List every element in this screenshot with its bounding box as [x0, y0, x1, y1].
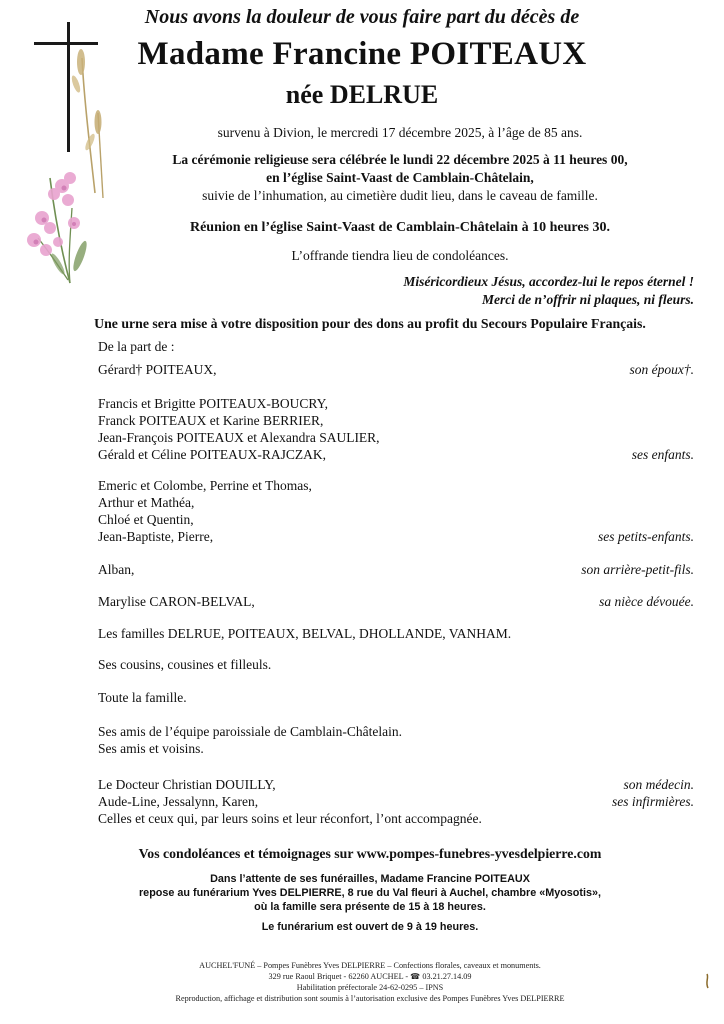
- no-flowers-line: Merci de n’offrir ni plaques, ni fleurs.: [481, 292, 694, 307]
- urn-donation-notice: Une urne sera mise à votre disposition pour des dons au profit du Secours Populaire Français.: [94, 316, 646, 331]
- family-group-caregivers: [98, 776, 694, 827]
- family-group-grandchildren: [98, 477, 694, 545]
- spouse-name: Gérard† POITEAUX,: [98, 362, 217, 377]
- cousins-line: Ses cousins, cousines et filleuls.: [98, 657, 272, 672]
- ceremony-line-2: en l’église Saint-Vaast de Camblain-Châtelain,: [266, 170, 534, 185]
- grandchild-name: Chloé et Quentin,: [98, 512, 194, 527]
- family-group-cousins: [98, 656, 694, 673]
- list-item: [98, 776, 694, 793]
- offering-notice: L’offrande tiendra lieu de condoléances.: [291, 248, 509, 263]
- deceased-name: Madame Francine POITEAUX: [137, 36, 587, 72]
- footer-line-1: AUCHEL'FUNÉ – Pompes Funèbres Yves DELPIERRE – Confections florales, caveaux et monuments.: [199, 961, 541, 970]
- list-item: [98, 625, 694, 642]
- funeral-home-hours: Le funérarium est ouvert de 9 à 19 heures.: [261, 921, 479, 933]
- list-item: [98, 810, 694, 827]
- great-grandchild-name: Alban,: [98, 562, 135, 577]
- list-item: [98, 561, 694, 578]
- doctor-name: Le Docteur Christian DOUILLY,: [98, 777, 276, 792]
- spouse-role: son époux†.: [629, 362, 694, 377]
- nurses-role: ses infirmières.: [612, 794, 694, 809]
- funeral-home-line-2: repose au funérarium Yves DELPIERRE, 8 rue du Val fleuri à Auchel, chambre «Myosotis»,: [138, 887, 602, 899]
- list-item: [98, 338, 694, 355]
- grandchild-name: Arthur et Mathéa,: [98, 495, 195, 510]
- list-item: [98, 656, 694, 673]
- family-group-families: [98, 625, 694, 642]
- burial-details: suivie de l’inhumation, au cimetière dudit lieu, dans le caveau de famille.: [202, 188, 598, 203]
- condolences-website: Vos condoléances et témoignages sur www.pompes-funebres-yvesdelpierre.com: [138, 846, 602, 861]
- grandchildren-role: ses petits-enfants.: [598, 529, 694, 544]
- list-item: [98, 361, 694, 378]
- family-group-spouse: [98, 361, 694, 378]
- families-line: Les familles DELRUE, POITEAUX, BELVAL, DHOLLANDE, VANHAM.: [98, 626, 512, 641]
- niece-role: sa nièce dévouée.: [599, 594, 694, 609]
- parish-friends-line: Ses amis de l’équipe paroissiale de Camblain-Châtelain.: [98, 724, 403, 739]
- intro-heading: Nous avons la douleur de vous faire part du décès de: [144, 6, 580, 28]
- funeral-home-line-3: où la famille sera présente de 15 à 18 heures.: [254, 901, 486, 913]
- grandchild-name: Jean-Baptiste, Pierre,: [98, 529, 214, 544]
- list-item: [98, 723, 694, 740]
- death-notice: survenu à Divion, le mercredi 17 décembre 2025, à l’âge de 85 ans.: [217, 125, 583, 140]
- list-item: [98, 689, 694, 706]
- list-item: [98, 511, 694, 528]
- funeral-home-line-1: Dans l’attente de ses funérailles, Madame Francine POITEAUX: [210, 873, 530, 885]
- children-role: ses enfants.: [631, 447, 694, 462]
- great-grandchild-role: son arrière-petit-fils.: [581, 562, 694, 577]
- family-group-friends: [98, 723, 694, 757]
- carers-line: Celles et ceux qui, par leurs soins et leur réconfort, l’ont accompagnée.: [98, 811, 482, 826]
- maiden-name: née DELRUE: [285, 80, 439, 109]
- grandchild-name: Emeric et Colombe, Perrine et Thomas,: [98, 478, 312, 493]
- list-item: [98, 740, 694, 757]
- list-item: [98, 429, 694, 446]
- child-name: Jean-François POITEAUX et Alexandra SAULIER,: [98, 430, 380, 445]
- list-item: [98, 593, 694, 610]
- footer-line-3: Habilitation préfectorale 24-62-0295 – IPNS: [296, 983, 444, 992]
- family-group-all: [98, 689, 694, 706]
- family-group-great-grandchild: [98, 561, 694, 578]
- family-group-children: [98, 395, 694, 463]
- footer-line-2: 329 rue Raoul Briquet - 62260 AUCHEL - ☎ 03.21.27.14.09: [268, 972, 472, 981]
- family-intro: De la part de :: [98, 339, 175, 354]
- meeting-notice: Réunion en l’église Saint-Vaast de Camblain-Châtelain à 10 heures 30.: [189, 220, 611, 235]
- list-item: [98, 412, 694, 429]
- prayer-line: Miséricordieux Jésus, accordez-lui le repos éternel !: [403, 274, 694, 289]
- friends-line: Ses amis et voisins.: [98, 741, 204, 756]
- child-name: Gérald et Céline POITEAUX-RAJCZAK,: [98, 447, 326, 462]
- list-item: [98, 793, 694, 810]
- small-mark-icon: [702, 972, 712, 990]
- list-item: [98, 494, 694, 511]
- niece-name: Marylise CARON-BELVAL,: [98, 594, 255, 609]
- footer: [100, 960, 640, 1004]
- list-item: [98, 477, 694, 494]
- child-name: Francis et Brigitte POITEAUX-BOUCRY,: [98, 396, 328, 411]
- family-list: [98, 338, 694, 355]
- ceremony-line-1: La cérémonie religieuse sera célébrée le lundi 22 décembre 2025 à 11 heures 00,: [172, 152, 628, 167]
- all-family-line: Toute la famille.: [98, 690, 187, 705]
- list-item: [98, 528, 694, 545]
- doctor-role: son médecin.: [623, 777, 694, 792]
- list-item: [98, 446, 694, 463]
- child-name: Franck POITEAUX et Karine BERRIER,: [98, 413, 324, 428]
- footer-line-4: Reproduction, affichage et distribution sont soumis à l’autorisation exclusive des Pompes Funèbres Yves DELPIERRE: [175, 994, 565, 1003]
- family-group-niece: [98, 593, 694, 610]
- nurses-names: Aude-Line, Jessalynn, Karen,: [98, 794, 259, 809]
- list-item: [98, 395, 694, 412]
- funeral-home-info: [100, 872, 640, 934]
